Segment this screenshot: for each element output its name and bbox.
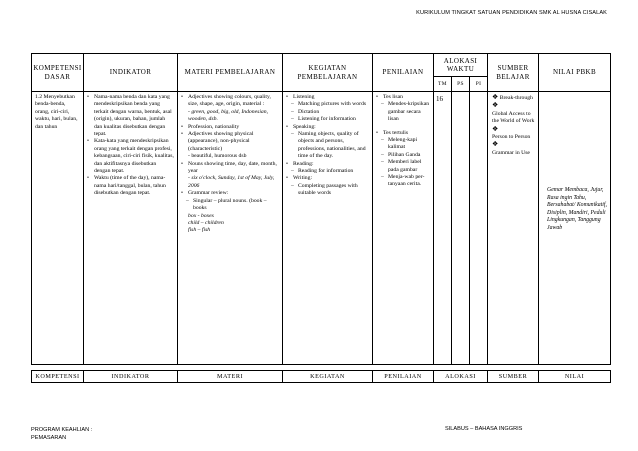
repeat-header-row [31,370,611,383]
col-penilaian: PENILAIAN [373,54,434,92]
col-materi: MATERI PEMBELAJARAN [178,54,283,92]
bottom-col-penilaian: PENILAIAN [373,371,434,383]
list-item: • Kata-kata yang mendeskripsikan orang yang terkait dengan profesi, kebangsaan, ciri-ciri fisik, kualitas, dan aktifitasnya disebutkan dengan tepat. [87,138,174,175]
list-item: – Listening for information [286,116,369,123]
diamond-bullet-icon: ❖ [492,101,499,110]
col-sumber: SUMBER BELAJAR [488,54,539,92]
col-alokasi: ALOKASI WAKTU [434,54,488,77]
list-item: – Mendes-kripsikan gambar secara lisan [376,101,430,123]
diamond-bullet-icon: ❖ [492,124,499,133]
bottom-col-kompetensi: KOMPETENSI [32,371,84,383]
list-item: – Matching pictures with words [286,101,369,108]
list-item: – Memberi label pada gambar [376,159,430,174]
bottom-col-alokasi: ALOKASI [434,371,488,383]
list-item: - six o'clock, Sunday, 1st of May, July, 2006 [188,175,275,189]
list-item: • Writing: [286,175,369,182]
kompetensi-cell: 1.2 Menyebutkan benda-benda, orang, ciri-ciri, waktu, hari, bulan, dan tahun [35,94,78,130]
diamond-bullet-icon: ❖ [492,140,499,149]
penilaian-list [376,94,430,189]
bottom-col-kegiatan: KEGIATAN [283,371,373,383]
list-item: • Profession, nationality [181,124,279,131]
footer-silabus: SILABUS – BAHASA INGGRIS [445,426,523,432]
col-alokasi-ps: PS [452,77,470,92]
list-item: • Adjectives showing colours, quality, size, shape, age, origin, material : [181,94,279,109]
bottom-col-materi: MATERI [178,371,283,383]
col-nilai: NILAI PBKB [539,54,611,92]
list-item: • Reading: [286,161,369,168]
col-alokasi-pi: PI [470,77,488,92]
list-item: – Singular – plural nouns. (book – books [181,198,279,213]
list-item: • Adjectives showing physical (appearance), non-physical (characteristic) [181,131,279,153]
list-item: fish – fish [188,227,211,234]
list-item: • Nouns showing time, day, date, month, year [181,161,279,176]
footer-program-label: PROGRAM KEAHLIAN : [31,427,93,433]
syllabus-table [31,53,611,365]
diamond-bullet-icon: ❖ [492,93,499,101]
list-item: – Menja-wab per-tanyaan cerita. [376,174,430,189]
materi-list [181,94,279,235]
list-item: child – children [188,219,224,226]
list-item: • Grammar review: [181,190,279,197]
col-alokasi-tm: TM [434,77,452,92]
list-item: – Naming objects, quality of objects and persons, professions, nationalities, and time of the day. [286,131,369,161]
list-item: • Listening [286,94,369,101]
list-item: • Speaking: [286,124,369,131]
col-kompetensi: KOMPETENSI DASAR [32,54,84,92]
bottom-col-nilai: NILAI [539,371,611,383]
bottom-col-sumber: SUMBER [488,371,539,383]
list-item: – Dictation [286,109,369,116]
list-item: – Completing passages with suitable words [286,183,369,198]
col-indikator: INDIKATOR [84,54,178,92]
footer-program [31,426,92,442]
footer-program-value: PEMASARAN [31,435,67,441]
list-item: – Reading for information [286,168,369,175]
list-item: – Pilihan Ganda [376,152,430,159]
sumber-item: ❖ Person to Person [492,124,531,141]
kegiatan-list [286,94,369,198]
list-item: - green, good, big, old, Indonesian, wooden, dsb. [188,108,269,123]
sumber-item: ❖ Grammar in Use [492,140,530,156]
indikator-list [87,94,174,198]
sumber-item: ❖ Global Access to the World of Work [492,101,535,125]
col-kegiatan: KEGIATAN PEMBELAJARAN [283,54,373,92]
list-item: - beautiful, humorous dsb [188,153,247,160]
bottom-col-indikator: INDIKATOR [84,371,178,383]
sumber-item: ❖ Break-through [492,93,533,101]
nilai-text: Gemar Membaca, Jujur, Rasa ingin Tahu, Bersahabat/ Komunikatif, Disiplin, Mandiri, Peduli Lingkungan, Tanggung Jawab [547,187,607,231]
list-item: – Meleng-kapi kalimat [376,137,430,152]
list-item: • Nama-nama benda dan kata yang mendeskripsikan benda yang terkait dengan warna, bentuk, asal (origin), ukuran, bahan, jumlah dan kualitas disebutkan dengan tepat. [87,94,174,138]
list-item: • Waktu (time of the day), nama-nama hari/tanggal, bulan, tahun disebutkan dengan tepat. [87,175,174,197]
header-title: KURIKULUM TINGKAT SATUAN PENDIDIKAN SMK AL HUSNA CISALAK [416,10,607,16]
list-item: • Tes lisan [376,94,430,101]
list-item: box - boxes [188,212,214,219]
list-item: • Tes tertulis [376,130,430,137]
alokasi-tm-value: 16 [436,95,443,103]
